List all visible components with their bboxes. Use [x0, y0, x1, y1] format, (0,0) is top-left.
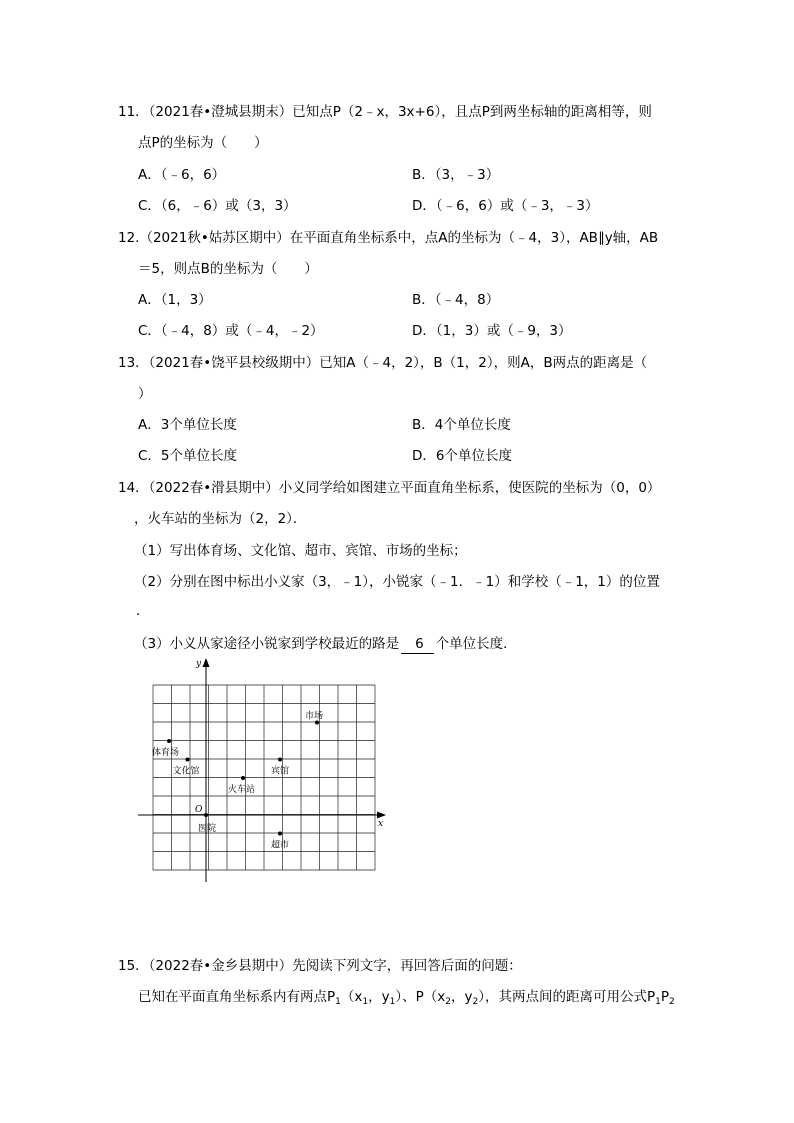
q15-text-e: ，y: [450, 989, 473, 1005]
q13-stem-line2: ）: [138, 386, 152, 402]
place-label: 市场: [305, 711, 324, 722]
q14-part3: [134, 635, 517, 654]
place-label: 火车站: [228, 785, 256, 795]
q12-option-d: D．（1，3）或（﹣9，3）: [412, 323, 572, 339]
q14-part1: （1）写出体育场、文化馆、超市、宾馆、市场的坐标；: [134, 543, 467, 559]
place-dot: [204, 813, 208, 817]
q12-stem-line1: 12.（2021秋•姑苏区期中）在平面直角坐标系中，点A的坐标为（﹣4，3），AB∥y轴，AB: [118, 230, 659, 246]
q15-stem-line2: [138, 988, 675, 1006]
q12-option-c: C．（﹣4，8）或（﹣4，﹣2）: [138, 323, 324, 339]
y-axis-label: y: [196, 659, 202, 669]
place-label: 超市: [271, 840, 290, 851]
place-dot: [278, 832, 282, 836]
q14-part3-suffix: 个单位长度．: [435, 636, 517, 652]
y-axis-arrow: [203, 658, 210, 667]
x-axis-arrow: [377, 812, 386, 819]
origin-label: O: [195, 805, 203, 815]
q12-option-b: B．（﹣4，8）: [412, 292, 500, 308]
q12-option-a: A．（1，3）: [138, 292, 212, 308]
q11-option-d: D．（﹣6，6）或（﹣3，﹣3）: [412, 198, 599, 214]
place-label: 体育场: [152, 748, 180, 758]
q15-sub-x1: 1: [362, 997, 369, 1007]
place-dot: [186, 758, 190, 762]
place-label: 文化馆: [172, 766, 200, 777]
grid-lines: [153, 685, 375, 870]
q14-stem-line1: 14．（2022春•滑县期中）小义同学给如图建立平面直角坐标系，使医院的坐标为（0，0）: [118, 480, 661, 496]
q15-sub-x2: 2: [445, 997, 451, 1007]
place-dot: [167, 739, 171, 743]
q14-part2-end: ．: [136, 603, 150, 619]
q15-text-f: ），其两点间的距离可用公式P: [478, 989, 656, 1005]
x-axis-label: x: [378, 819, 384, 829]
q15-text-c: ，y: [368, 989, 390, 1005]
q12-stem-line2: ＝5，则点B的坐标为（ ）: [138, 261, 318, 277]
q11-option-b: B．（3，﹣3）: [412, 167, 500, 183]
q15-sub-y1: 1: [389, 997, 396, 1007]
q15-sub-p1: 1: [335, 997, 341, 1007]
q14-stem-line2: ，火车站的坐标为（2，2）．: [134, 511, 307, 527]
q14-part2: （2）分别在图中标出小义家（3，﹣1），小锐家（﹣1．﹣1）和学校（﹣1，1）的位置: [134, 574, 660, 590]
q15-text-a: 已知在平面直角坐标系内有两点P: [138, 989, 336, 1005]
q14-part3-answer: 6: [401, 635, 434, 654]
q11-stem-line1: 11．（2021春•澄城县期末）已知点P（2﹣x，3x+6），且点P到两坐标轴的距离相等，则: [118, 104, 652, 120]
q13-option-c: C．5个单位长度: [138, 448, 238, 464]
q13-option-d: D．6个单位长度: [412, 448, 512, 464]
coordinate-grid-figure: [138, 655, 388, 885]
q14-part3-prefix: （3）小义从家途径小锐家到学校最近的路是: [134, 636, 400, 652]
q11-option-c: C．（6，﹣6）或（3，3）: [138, 198, 297, 214]
q15-sub-y2: 2: [472, 997, 479, 1007]
place-markers: [152, 710, 323, 851]
q15-sub-pp2: 2: [668, 997, 675, 1007]
place-dot: [241, 776, 245, 780]
q11-option-a: A．（﹣6，6）: [138, 167, 226, 183]
q15-text-d: ）、P（x: [395, 989, 446, 1005]
place-label: 医院: [198, 824, 217, 834]
place-dot: [278, 758, 282, 762]
q15-stem-line1: 15．（2022春•金乡县期中）先阅读下列文字，再回答后面的问题：: [118, 958, 522, 974]
q11-stem-line2: 点P的坐标为（ ）: [138, 135, 268, 151]
q15-text-b: （x: [340, 989, 363, 1005]
q13-option-b: B．4个单位长度: [412, 417, 511, 433]
q13-option-a: A．3个单位长度: [138, 417, 237, 433]
q15-text-g: P: [660, 989, 669, 1005]
q13-stem-line1: 13．（2021春•饶平县校级期中）已知A（﹣4，2），B（1，2），则A，B两点的距离是（: [118, 355, 648, 371]
place-label: 宾馆: [271, 766, 290, 777]
q15-sub-pp1: 1: [655, 997, 661, 1007]
